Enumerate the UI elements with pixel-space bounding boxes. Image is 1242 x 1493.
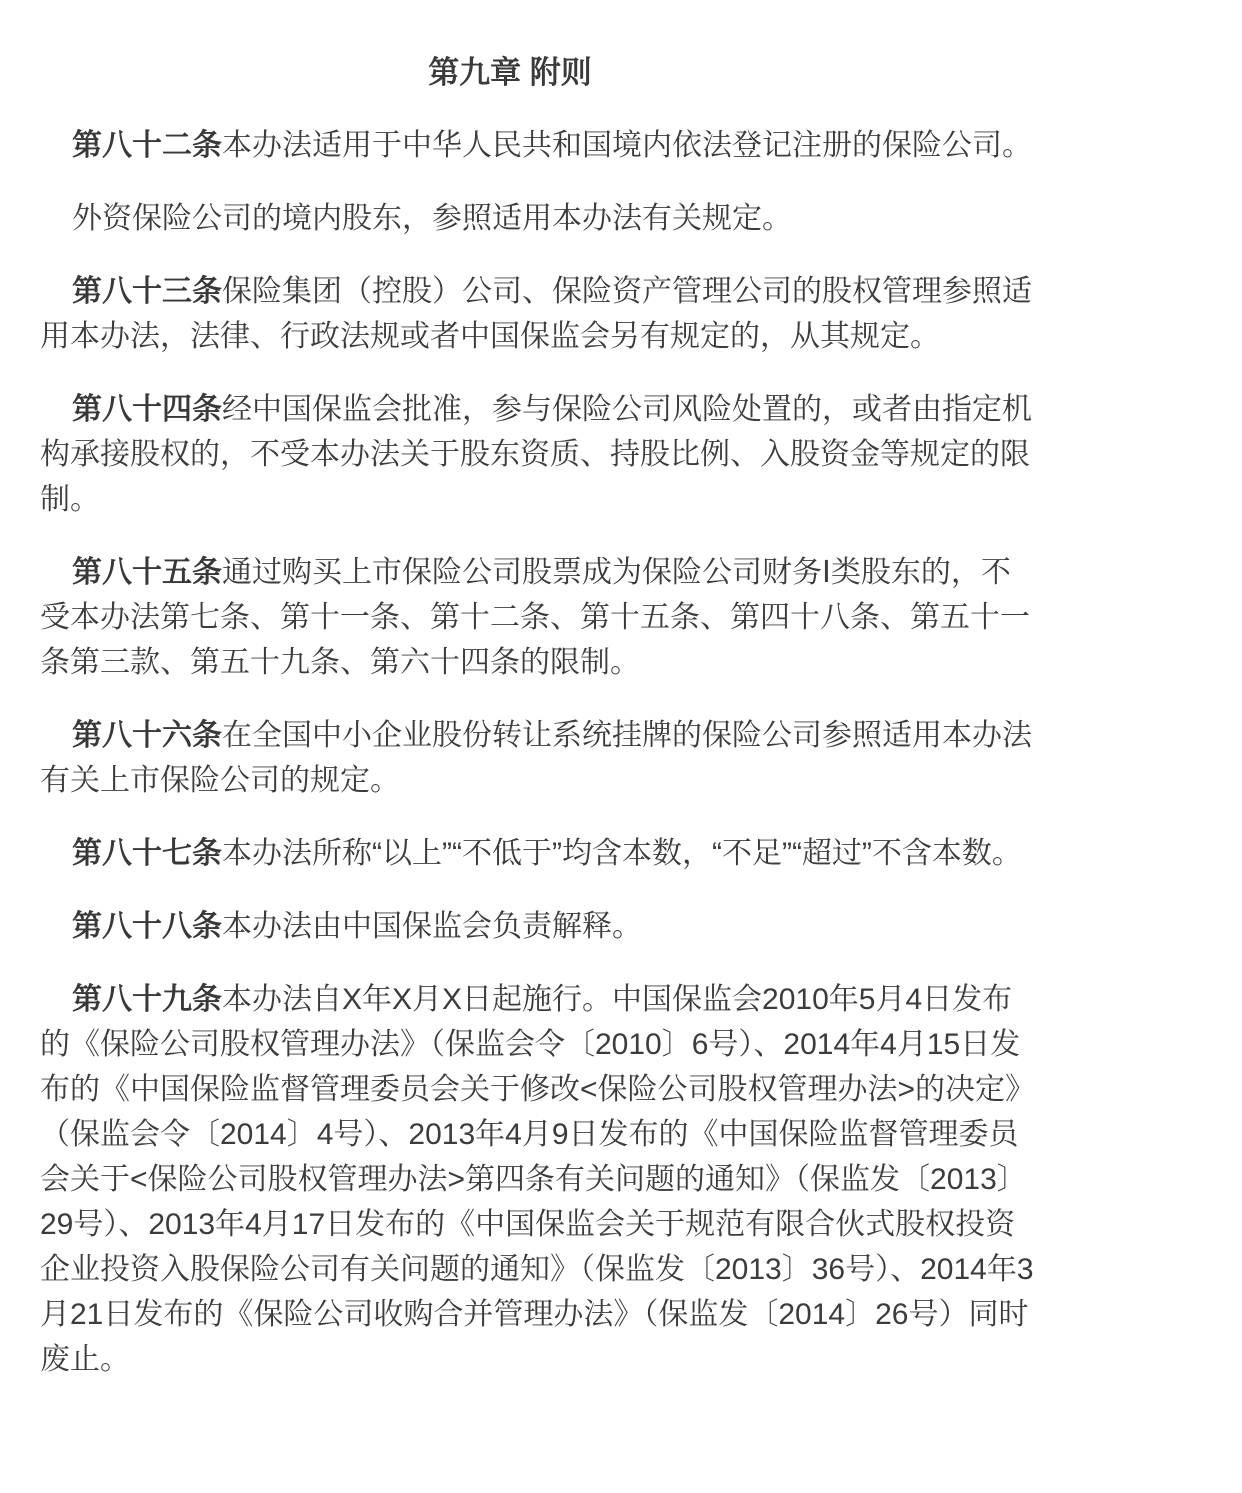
legal-paragraph xyxy=(40,269,1040,359)
chapter-title: 第九章 附则 xyxy=(428,55,592,90)
legal-paragraph xyxy=(40,123,1040,168)
legal-paragraph xyxy=(40,550,1040,685)
paragraph-text: 本办法所称“以上”“不低于”均含本数，“不足”“超过”不含本数。 xyxy=(222,837,1022,870)
article-number: 第八十五条 xyxy=(72,556,222,589)
legal-paragraph xyxy=(40,904,1040,949)
article-number: 第八十八条 xyxy=(72,910,222,943)
article-number: 第八十七条 xyxy=(72,837,222,870)
legal-paragraph xyxy=(40,713,1040,803)
article-number: 第八十三条 xyxy=(72,275,222,308)
article-number: 第八十九条 xyxy=(72,983,222,1016)
paragraph-text: 本办法自X年X月X日起施行。中国保监会2010年5月4日发布的《保险公司股权管理办法》（保监会令〔2010〕6号）、2014年4月15日发布的《中国保险监督管理委员会关于修改<保险公司股权管理办法>的决定》（保监会令〔2014〕4号）、2013年4月9日发布的《中国保险监督管理委员会关于<保险公司股权管理办法>第四条有关问题的通知》（保监发〔2013〕29号）、2013年4月17日发布的《中国保监会关于规范有限合伙式股权投资企业投资入股保险公司有关问题的通知》（保监发〔2013〕36号）、2014年3月21日发布的《保险公司收购合并管理办法》（保监发〔2014〕26号）同时废止。 xyxy=(40,983,1036,1376)
chapter-body xyxy=(40,123,1040,1382)
paragraph-text: 经中国保监会批准，参与保险公司风险处置的，或者由指定机构承接股权的，不受本办法关于股东资质、持股比例、入股资金等规定的限制。 xyxy=(40,393,1032,516)
legal-paragraph xyxy=(40,387,1040,522)
article-number: 第八十六条 xyxy=(72,719,222,752)
legal-paragraph xyxy=(40,196,1040,241)
paragraph-text: 保险集团（控股）公司、保险资产管理公司的股权管理参照适用本办法，法律、行政法规或者中国保监会另有规定的，从其规定。 xyxy=(40,275,1032,353)
legal-paragraph xyxy=(40,977,1040,1382)
legal-paragraph xyxy=(40,831,1040,876)
paragraph-text: 本办法适用于中华人民共和国境内依法登记注册的保险公司。 xyxy=(222,129,1032,162)
paragraph-text: 本办法由中国保监会负责解释。 xyxy=(222,910,642,943)
paragraph-text: 外资保险公司的境内股东，参照适用本办法有关规定。 xyxy=(72,202,792,235)
paragraph-text: 在全国中小企业股份转让系统挂牌的保险公司参照适用本办法有关上市保险公司的规定。 xyxy=(40,719,1032,797)
article-number: 第八十四条 xyxy=(72,393,222,426)
paragraph-text: 通过购买上市保险公司股票成为保险公司财务Ⅰ类股东的，不受本办法第七条、第十一条、第十二条、第十五条、第四十八条、第五十一条第三款、第五十九条、第六十四条的限制。 xyxy=(40,556,1030,679)
article-number: 第八十二条 xyxy=(72,129,222,162)
